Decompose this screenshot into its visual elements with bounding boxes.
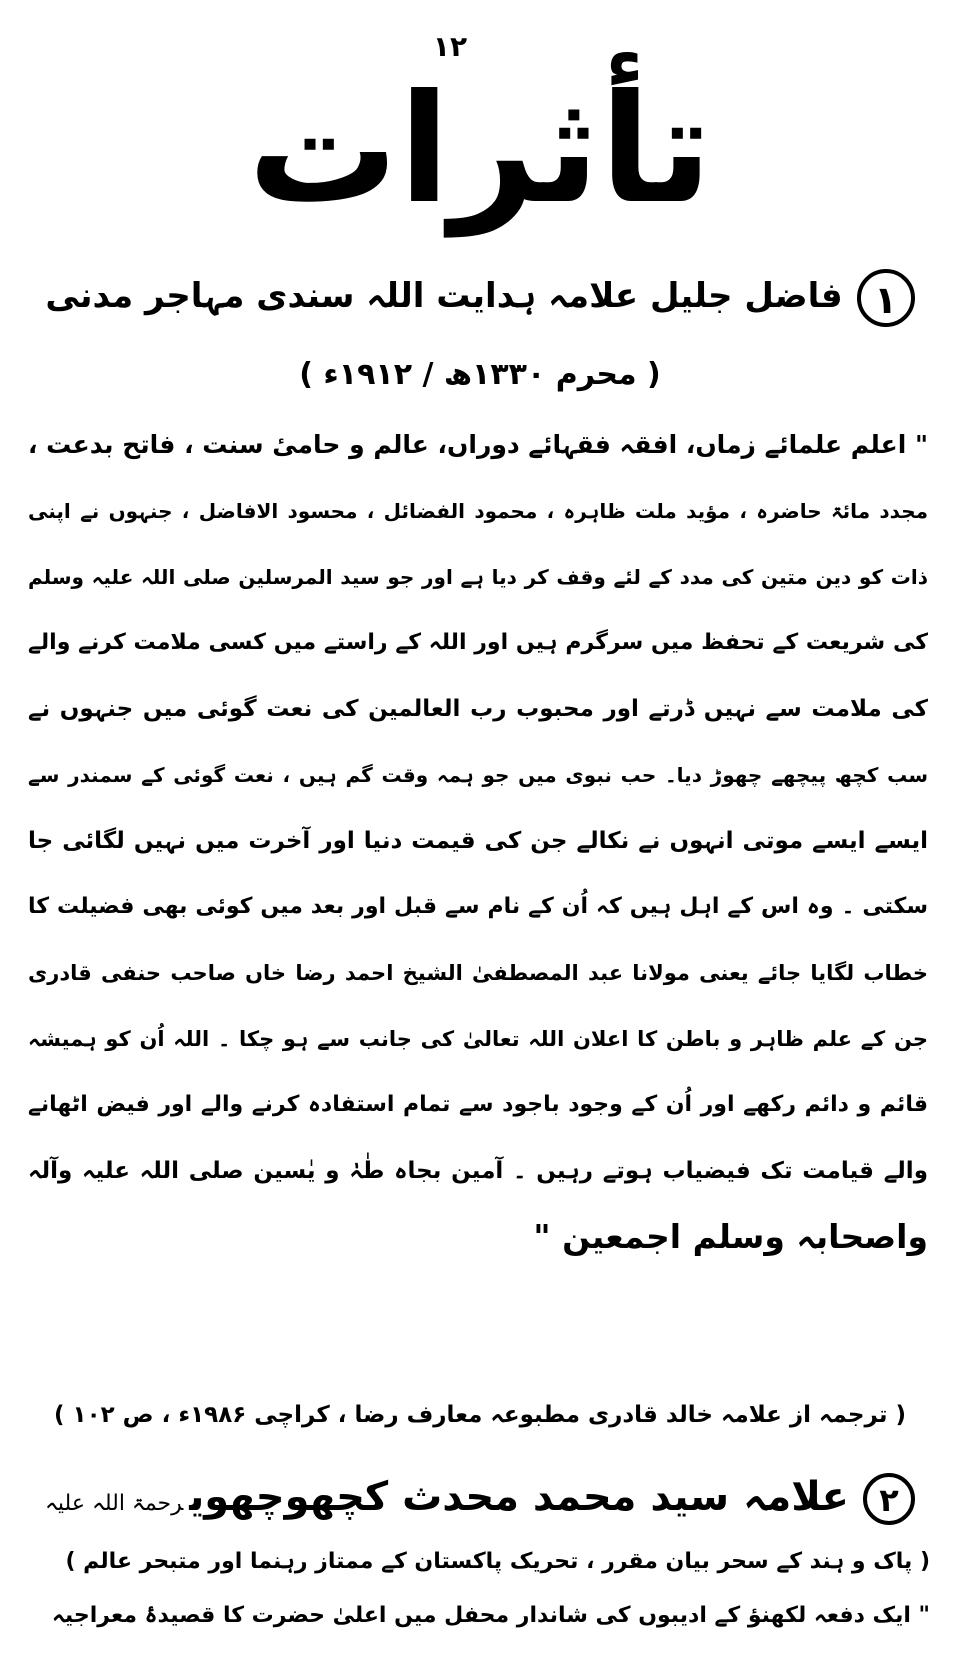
body-line-9: خطاب لگایا جائے یعنی مولانا عبد المصطفیٰ الشیخ احمد رضا خاں صاحب حنفی قادری [28, 961, 928, 985]
body-line-7: ایسے ایسے موتی انہوں نے نکالے جن کی قیمت دنیا اور آخرت میں نہیں لگائی جا [28, 828, 928, 854]
body-line-8: سکتی ۔ وہ اس کے اہل ہیں کہ اُن کے نام سے قبل اور بعد میں کوئی بھی فضیلت کا [28, 894, 928, 919]
body-line-4: کی شریعت کے تحفظ میں سرگرم ہیں اور اللہ کے راستے میں کسی ملامت کرنے والے [28, 630, 928, 655]
body-line-3: ذات کو دین متین کی مدد کے لئے وقف کر دیا ہے اور جو سید المرسلین صلی اللہ علیہ وسلم [28, 565, 928, 589]
body-line-5: کی ملامت سے نہیں ڈرتے اور محبوب رب العالمین کی نعت گوئی میں جنہوں نے [28, 696, 928, 722]
body-line-12: والے قیامت تک فیضیاب ہوتے رہیں ۔ آمین بجاہ طٰہٰ و یٰسین صلی اللہ علیہ وآلہ [28, 1158, 928, 1184]
section-1-citation: ( ترجمہ از علامہ خالد قادری مطبوعہ معارف رضا ، کراچی ۱۹۸۶ء ، ص ۱۰۲ ) [54, 1402, 906, 1428]
section-1-heading-text: فاضل جلیل علامہ ہدایت اللہ سندی مہاجر مدنی [45, 276, 843, 316]
section-2-heading [40, 1462, 920, 1539]
section-2-line-1: ( پاک و ہند کے سحر بیان مقرر ، تحریک پاکستان کے ممتاز رہنما اور متبحر عالم ) [65, 1549, 930, 1574]
body-line-13: واصحابہ وسلم اجمعین " [533, 1217, 928, 1256]
section-1-body [28, 412, 928, 1270]
page-number: ۱۲ [432, 30, 468, 63]
section-2-heading-note: رحمۃ اللہ علیہ [45, 1491, 184, 1516]
body-line-10: جن کے علم ظاہر و باطن کا اعلان اللہ تعالیٰ کی جانب سے ہو چکا ۔ اللہ اُن کو ہمیشہ [28, 1027, 928, 1051]
section-1-dates: ( محرم ۱۳۳۰ھ / ۱۹۱۲ء ) [299, 357, 661, 392]
page-title: تأثرات [247, 63, 713, 237]
section-2-heading-text: علامہ سید محمد محدث کچھوچھوی [189, 1474, 849, 1520]
body-line-1: " اعلم علمائے زماں، افقہ فقہائے دوراں، عالم و حامیٔ سنت ، فاتح بدعت ، [28, 430, 928, 459]
section-1-number: ۱ [857, 269, 915, 327]
section-2-line-2: " ایک دفعہ لکھنؤ کے ادیبوں کی شاندار محفل میں اعلیٰ حضرت کا قصیدۂ معراجیہ [51, 1603, 930, 1628]
section-2-number: ۲ [863, 1473, 915, 1525]
body-line-2: مجدد مائۃ حاضرہ ، مؤید ملت ظاہرہ ، محمود الفضائل ، محسود الافاضل ، جنہوں نے اپنی [28, 499, 928, 523]
body-line-6: سب کچھ پیچھے چھوڑ دیا۔ حب نبوی میں جو ہمہ وقت گم ہیں ، نعت گوئی کے سمندر سے [28, 763, 928, 787]
section-1-heading [40, 256, 920, 336]
body-line-11: قائم و دائم رکھے اور اُن کے وجود باجود سے تمام استفادہ کرنے والے اور فیض اٹھانے [28, 1092, 928, 1117]
